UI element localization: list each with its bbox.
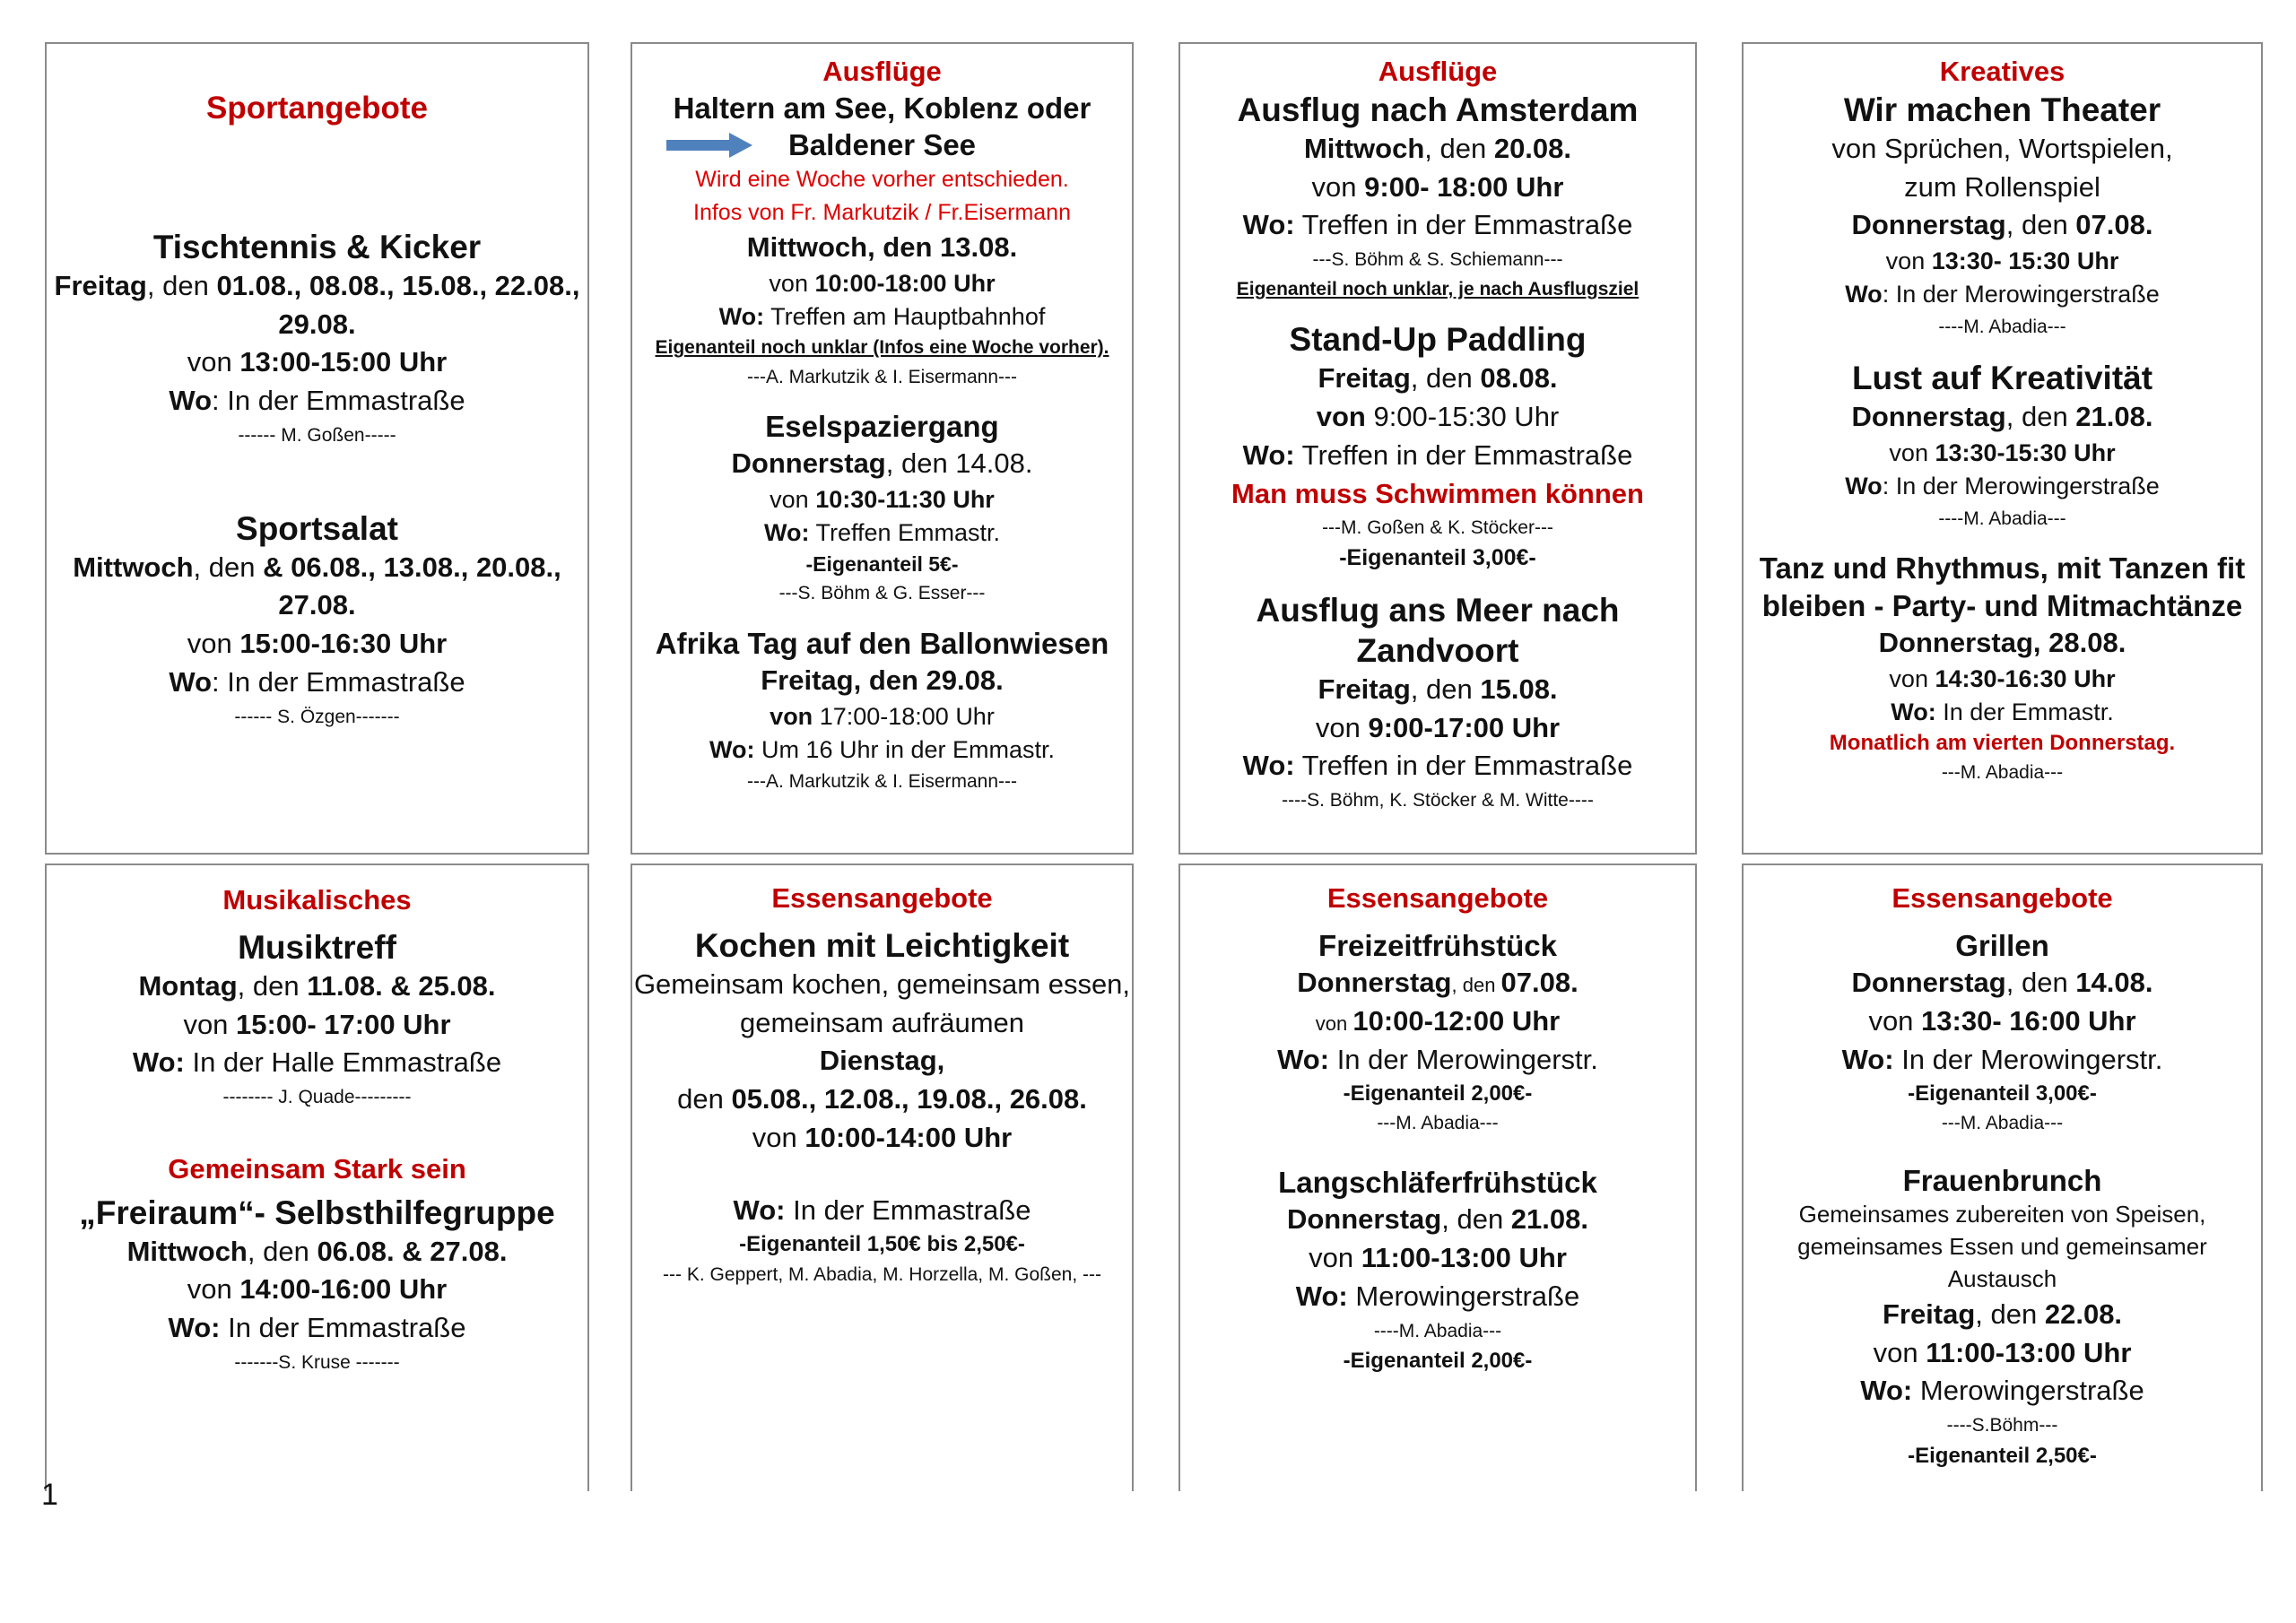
event-date: Donnerstag, den 07.08. [1851,209,2153,241]
event-desc: zum Rollenspiel [1904,170,2100,203]
event-cost: -Eigenanteil 2,00€- [1343,1081,1533,1107]
event-note: Infos von Fr. Markutzik / Fr.Eisermann [693,199,1071,225]
event-staff: ----M. Abadia--- [1373,1320,1502,1341]
event-time: von 9:00-17:00 Uhr [1315,711,1561,743]
event-location: Wo: Treffen am Hauptbahnhof [718,302,1046,330]
event-title: Frauenbrunch [1902,1164,2102,1197]
event-title-line2: Baldener See [787,128,977,161]
card-essensangebote-1 [631,864,1134,1491]
event-time: von 14:30-16:30 Uhr [1889,664,2116,692]
event-cost: Eigenanteil noch unklar, je nach Ausflugsziel [1236,278,1639,299]
event-location: Wo: In der Merowingerstr. [1841,1043,2163,1075]
event-desc: Austausch [1947,1265,2057,1292]
event-location: Wo: In der Merowingerstraße [1845,281,2160,308]
event-location: Wo: In der Emmastraße [169,385,465,417]
event-title: Kochen mit Leichtigkeit [694,926,1070,964]
category-title: Ausflüge [822,56,942,87]
event-date: Donnerstag, den 21.08. [1851,401,2153,433]
event-date: Donnerstag, 28.08. [1878,626,2126,658]
event-staff: ---M. Abadia--- [1941,762,2064,784]
event-time: von 11:00-13:00 Uhr [1309,1242,1567,1274]
event-time: von 10:00-18:00 Uhr [769,269,996,297]
event-staff: --- K. Geppert, M. Abadia, M. Horzella, M. Goßen, --- [663,1263,1101,1285]
event-date: Mittwoch, den & 06.08., 13.08., 20.08., 27.08. [73,551,561,621]
event-title: Tischtennis & Kicker [152,228,482,265]
event-title: Langschläferfrühstück [1278,1166,1597,1199]
event-staff: ----S. Böhm, K. Stöcker & M. Witte---- [1282,790,1594,812]
event-time: von 13:00-15:00 Uhr [187,346,448,378]
event-location: Wo: In der Emmastraße [169,665,465,698]
card-essensangebote-3 [1742,864,2263,1491]
event-cost: -Eigenanteil 3,00€- [1339,545,1536,571]
event-time: von 13:30- 15:30 Uhr [1885,247,2119,275]
event-location: Wo: Treffen Emmastr. [763,519,1001,547]
event-title: Tanz und Rhythmus, mit Tanzen fit [1759,551,2246,586]
event-cost: -Eigenanteil 2,00€- [1343,1349,1533,1374]
event-note: Wird eine Woche vorher entschieden. [695,167,1069,193]
event-time: von 15:00- 17:00 Uhr [183,1008,451,1040]
event-warning: Man muss Schwimmen können [1231,477,1644,509]
event-staff: ----M. Abadia--- [1938,508,2066,529]
event-staff: ---A. Markutzik & I. Eisermann--- [746,366,1018,387]
event-cost: -Eigenanteil 2,50€- [1908,1443,2097,1468]
event-desc: von Sprüchen, Wortspielen, [1831,132,2173,164]
event-location: Wo: Merowingerstraße [1295,1280,1580,1312]
event-location: Wo: In der Emmastr. [1891,698,2114,725]
event-location: Wo: Treffen in der Emmastraße [1242,438,1633,471]
event-time: von 9:00- 18:00 Uhr [1311,170,1564,203]
category-title: Musikalisches [222,884,412,916]
card-sportangebote [45,42,589,855]
event-desc: Gemeinsames zubereiten von Speisen, [1798,1201,2206,1228]
event-title: Musiktreff [238,928,396,966]
category-title: Essensangebote [1892,882,2113,914]
event-time: von 10:00-14:00 Uhr [752,1121,1013,1153]
event-date: Mittwoch, den 20.08. [1303,132,1572,164]
event-staff: ----S.Böhm--- [1946,1415,2058,1436]
event-desc: gemeinsames Essen und gemeinsamer [1797,1233,2207,1261]
event-cost: -Eigenanteil 5€- [805,551,959,576]
event-day: Dienstag, [819,1045,945,1077]
event-location: Wo: In der Emmastraße [168,1312,466,1344]
card-ausfluege-1 [631,42,1134,855]
card-kreatives [1742,42,2263,855]
card-musikalisches [45,864,589,1491]
event-location: Wo: In der Merowingerstraße [1845,473,2160,500]
category-title: Essensangebote [771,882,993,914]
event-date: Donnerstag, den 07.08. [1297,967,1578,998]
event-title: Wir machen Theater [1843,91,2161,128]
event-location: Wo: Treffen in der Emmastraße [1242,209,1633,241]
card-essensangebote-2 [1178,864,1697,1491]
event-title: „Freiraum“- Selbsthilfegruppe [79,1193,555,1231]
event-title: Grillen [1955,928,2049,962]
event-title: Eselspaziergang [765,410,999,444]
event-staff: ----M. Abadia--- [1938,316,2066,337]
event-date: Donnerstag, den 21.08. [1286,1203,1588,1236]
event-location: Wo: In der Emmastraße [733,1193,1031,1226]
event-location: Wo: Um 16 Uhr in der Emmastr. [709,736,1056,764]
event-cost: Eigenanteil noch unklar (Infos eine Woche vorher). [655,337,1109,359]
event-staff: ---M. Goßen & K. Stöcker--- [1322,516,1553,538]
page-number: 1 [41,1478,58,1512]
event-time: von 10:00-12:00 Uhr [1315,1004,1561,1037]
event-title: Haltern am See, Koblenz oder [673,91,1091,125]
event-staff: ---S. Böhm & S. Schiemann--- [1312,249,1563,271]
category-title: Ausflüge [1378,56,1498,87]
event-title: Freizeitfrühstück [1318,928,1557,962]
event-title-line2: bleiben - Party- und Mitmachtänze [1761,588,2243,622]
event-staff: -------- J. Quade--------- [222,1087,412,1108]
event-location: Wo: Merowingerstraße [1860,1375,2144,1407]
event-title: Stand-Up Paddling [1289,321,1587,359]
event-time: von 10:30-11:30 Uhr [770,486,995,514]
event-title: Ausflug ans Meer nach Zandvoort [1256,591,1620,669]
event-title: Lust auf Kreativität [1851,360,2153,397]
event-date: Donnerstag, den 14.08. [1851,967,2153,998]
event-date: Freitag, den 15.08. [1318,673,1558,705]
event-time: von 14:00-16:00 Uhr [187,1273,448,1306]
event-date: Donnerstag, den 14.08. [731,447,1033,480]
event-title: Ausflug nach Amsterdam [1237,91,1639,128]
event-date: Freitag, den 08.08. [1318,362,1558,395]
event-time: von 17:00-18:00 Uhr [770,702,995,730]
event-time: von 9:00-15:30 Uhr [1316,401,1560,433]
event-date: Freitag, den 01.08., 08.08., 15.08., 22.08., 29.08. [54,269,580,340]
event-time: von 13:30-15:30 Uhr [1889,439,2116,467]
event-location: Wo: In der Halle Emmastraße [132,1046,502,1079]
event-staff: -------S. Kruse ------- [234,1351,400,1373]
event-time: von 13:30- 16:00 Uhr [1868,1004,2136,1037]
arrow-right-icon [666,133,752,158]
event-time: von 11:00-13:00 Uhr [1873,1336,2132,1368]
card-ausfluege-2 [1178,42,1697,855]
event-staff: ------ M. Goßen----- [238,424,396,446]
event-cost: -Eigenanteil 1,50€ bis 2,50€- [739,1232,1025,1257]
event-date: Mittwoch, den 06.08. & 27.08. [126,1235,508,1267]
event-date: Freitag, den 29.08. [761,664,1004,697]
event-desc: Gemeinsam kochen, gemeinsam essen, [633,968,1131,1000]
category-title: Essensangebote [1326,882,1549,914]
event-location: Wo: Treffen in der Emmastraße [1242,750,1633,782]
event-desc: gemeinsam aufräumen [739,1006,1025,1038]
event-note: Monatlich am vierten Donnerstag. [1829,731,2176,756]
event-date: Mittwoch, den 13.08. [746,230,1018,263]
event-cost: -Eigenanteil 3,00€- [1908,1081,2097,1107]
event-title: Afrika Tag auf den Ballonwiesen [655,626,1109,660]
event-staff: ------ S. Özgen------- [234,706,400,727]
category-title: Kreatives [1939,56,2066,87]
event-staff: ---M. Abadia--- [1377,1113,1499,1134]
event-time: von 15:00-16:30 Uhr [187,628,448,660]
event-title: Sportsalat [236,509,398,547]
category-title: Gemeinsam Stark sein [168,1152,466,1185]
event-staff: ---A. Markutzik & I. Eisermann--- [746,771,1018,793]
event-date: den 05.08., 12.08., 19.08., 26.08. [677,1083,1087,1115]
event-staff: ---S. Böhm & G. Esser--- [778,583,986,604]
category-title: Sportangebote [206,91,428,126]
event-staff: ---M. Abadia--- [1941,1113,2064,1134]
event-date: Montag, den 11.08. & 25.08. [138,969,496,1002]
event-date: Freitag, den 22.08. [1882,1298,2123,1330]
event-location: Wo: In der Merowingerstr. [1277,1043,1598,1075]
